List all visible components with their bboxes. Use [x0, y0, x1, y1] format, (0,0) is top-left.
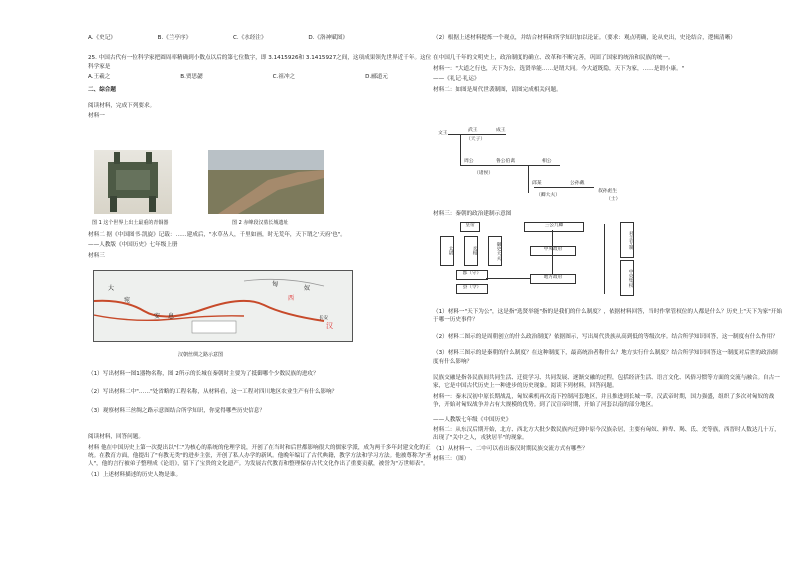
chart-node: （诸侯）	[474, 171, 494, 176]
chart-node: 鲁公伯禽	[496, 159, 516, 164]
option-a: A.王羲之	[88, 74, 111, 81]
q25-stem: 25. 中国古代有一位科学家把圆周率精确到小数点以后的第七位数字，即 3.1415926和 3.1415927之间，这项成果领先世界近千年。这位科学家是	[88, 55, 432, 70]
silk-road-map-svg	[94, 271, 352, 341]
material2-source: ——人教版《中国历史》七年级上册	[88, 242, 178, 249]
chart-box: 中央政府	[530, 246, 576, 256]
chart-node: 叔孙彪生	[598, 189, 618, 194]
chart-node: （士）	[606, 197, 621, 202]
map-label: 匈	[272, 281, 279, 288]
option-c: C.《水经注》	[232, 35, 267, 41]
option-a: A.《史记》	[88, 35, 116, 41]
zhou-fengjian-chart	[438, 125, 638, 203]
chart-box: 县（令）	[456, 284, 488, 294]
m1-source: ——人教版七年级《中国历史》	[433, 416, 512, 423]
read-prompt-2: 阅读材料，回答问题。	[88, 434, 144, 441]
fig1-caption: 图 1 这个世界上出土最重的青铜器	[92, 220, 169, 226]
question-2: （2）写出材料二中"……"处省略的工程名称，从材料看，这一工程对四川地区农业生产有什么影响？	[88, 389, 338, 396]
wall-ruins-image	[208, 150, 324, 214]
map-label: 西	[288, 295, 295, 302]
m3-label: 材料三：（图）	[433, 456, 470, 463]
chart-box: 君主专制	[620, 222, 634, 258]
qin-system-chart	[440, 222, 754, 296]
map-label: 大	[108, 285, 115, 292]
q24-options	[88, 34, 348, 42]
questions-block	[88, 370, 433, 481]
chart-node: 武王	[468, 128, 478, 133]
chart-node: 成王	[496, 128, 506, 133]
chart-node: 周公	[464, 159, 474, 164]
question-c: （3）材料三图示的是秦朝的什么制度？在这种制度下，最高统治者称什么？地方实行什么制度？结合所学知识回答这一制度对后世的政治制度有什么影响？	[433, 350, 778, 365]
chart-box: 御史大夫	[488, 236, 502, 266]
option-c: C.祖冲之	[272, 74, 296, 81]
chart-node: 公孙戴	[570, 181, 585, 186]
material3-label: 材料三：秦朝的政治建制示意图	[433, 211, 512, 217]
question-1: （1）写出材料一图1器物名称，图 2所示的长城在秦朝时主要为了抵御哪个少数民族的进攻？	[88, 371, 319, 377]
map-label: 安	[154, 313, 161, 320]
chart-box: 中央集权	[620, 260, 634, 296]
silk-road-map	[93, 270, 353, 342]
map-label: 奴	[304, 285, 311, 292]
m1: 材料一：秦末汉初中原长期战乱，匈奴乘机再次南下控制河套地区，并且推进到长城一带。汉武帝时期，国力强盛，组织了多次对匈奴的战争，开始对匈奴战争并占有大规模的优势。到了汉宣帝时期，开始了河套以南的部分地区。	[433, 393, 775, 409]
fig2-caption: 图 2 赤峰段汉墓长城遗址	[232, 220, 289, 226]
passage2: 民族交融是指各民族间共同生活、迁徙学习、共同发展、逐渐交融的过程，包括经济生活、语言文化、风俗习惯等方面的交流与融合。自古一家，它是中国古代历史上一种进步的历史现象。阅读下列材料，回答问题。	[433, 375, 780, 390]
question-d: （1）从材料一、二中可以看出秦汉时期民族交流方式有哪些？	[433, 445, 588, 452]
material1-source: ——《礼记·礼运》	[433, 76, 480, 83]
m2: 材料二：从东汉后期开始，北方、西北方大批少数民族内迁到中原今汉族杂居，主要有匈奴、鲜卑、羯、氐、羌等族，西晋时人数达几十万，出现了"关中之人，戎狄居半"的现象。	[433, 427, 780, 442]
chart-box: 地方政府	[530, 274, 576, 284]
map-label: 长安	[319, 316, 328, 321]
great-wall-photo	[208, 150, 324, 214]
chart-node: （卿大夫）	[536, 193, 560, 198]
material1: 材料一："大道之行也，天下为公，选贤举能……是谓大同。今大道既隐，天下为家，……是谓小康。"	[433, 65, 685, 72]
option-b: B.贾思勰	[180, 74, 203, 81]
section-title: 二、综合题	[88, 86, 116, 93]
right-column	[433, 34, 783, 96]
map-caption: 汉朝丝绸之路示意图	[178, 352, 224, 358]
bronze-ding-photo	[94, 150, 172, 214]
bronze-ding-image	[94, 150, 172, 214]
q25-options	[88, 73, 388, 81]
map-label: 息	[168, 313, 175, 320]
option-d: D.《洛神赋图》	[308, 35, 348, 41]
option-d: D.郦道元	[365, 74, 388, 81]
intro: 在中国几千年的文明史上，政治制度的确立、改革和不断完善，巩固了国家的统治和民族的统一。	[433, 55, 674, 62]
material3-label: 材料三	[88, 252, 105, 259]
material2-label: 材料二：如图是周代世袭制图，请图完成相关问题。	[433, 86, 562, 93]
right-questions-block	[433, 308, 783, 466]
material2-text: 材料二 据《中国图书·凯旋》记载：……建成后，"水草丛人，千里如画，时无荒年，天下谓之'天府'也"。	[88, 232, 346, 238]
question-last: （1）上述材料描述的历史人物是谁。	[88, 471, 182, 478]
chart-box: 三公九卿	[524, 222, 584, 232]
chart-node: 邱某	[532, 181, 542, 186]
option-b: B.《兰亭序》	[157, 35, 192, 41]
chart-node: （天子）	[466, 137, 486, 142]
material1-label: 材料一	[88, 113, 105, 120]
question-a: （1）材料一"天下为公"，这是指"选贤举能"指的是我们的什么制度？，依据材料回答，当时作掌管权位的人都是什么？历史上"天下为家"开始于哪一历史事件？	[433, 309, 783, 324]
chart-box: 郡（守）	[456, 270, 488, 280]
chart-box: 丞相	[464, 236, 478, 266]
chart-node: 相公	[542, 159, 552, 164]
chart-node: 文王	[438, 131, 448, 136]
confucius-passage: 材料 他在中国历史上第一次提出以"仁"为核心的系统的伦理学说，开创了在当时和后世都影响很大的儒家学派，成为两千多年封建文化的正统。在教育方面，他提出了"有教无类"的进步主张，开创了私人办学的新风。他晚年编订了古代典籍，教学方法和学习方法。他被尊称为"圣人"，他的言行被弟子整理成《论语》，留下了宝贵的文化遗产。为发展古代教育和整理保存古代文化作出了重要贡献，被誉为"万世师表"。	[88, 444, 432, 468]
left-column	[88, 34, 433, 123]
map-label: 汉	[326, 322, 333, 330]
material2-block	[88, 231, 433, 262]
material3-label-block	[433, 210, 783, 220]
right-q2: （2）根据上述材料提炼一个观点，并结合材料和所学知识加以论证。（要求：观点明确，论从史出，史论结合，逻辑清晰）	[433, 35, 736, 41]
read-prompt: 阅读材料，完成下列要求。	[88, 103, 156, 110]
chart-box: 皇帝	[460, 222, 480, 232]
question-b: （2）材料二图示的是周朝创立的什么政治制度？依据图示，写出周代贵族从高到低的等级次序。结合所学知识回答，这一制度有什么作用？	[433, 333, 778, 340]
question-3: （3）观察材料三丝绸之路示意图结合所学知识，你觉得哪些历史信息？	[88, 407, 265, 414]
map-label: 宛	[124, 297, 131, 304]
chart-box: 太尉	[440, 236, 454, 266]
